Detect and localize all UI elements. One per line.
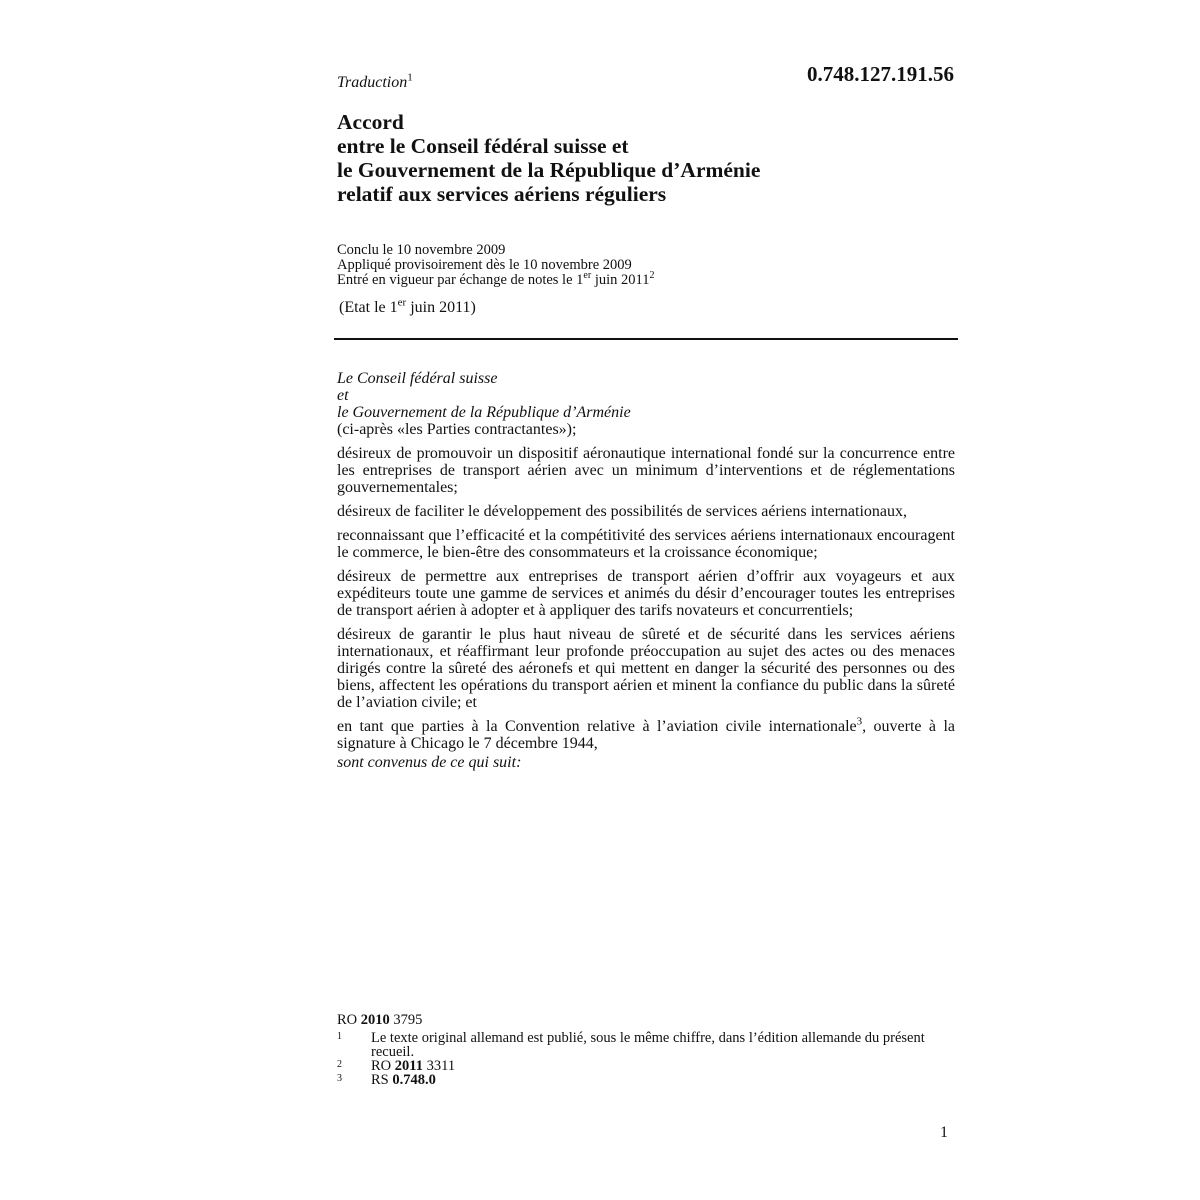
- parties-intro: [337, 370, 955, 438]
- footnotes: [337, 1031, 947, 1087]
- footnote-text: RO 2011 3311: [371, 1058, 456, 1074]
- title-line-1: Accord: [337, 110, 404, 134]
- footnote-ref-2[interactable]: 2: [649, 270, 655, 282]
- footnote-ref-3[interactable]: 3: [856, 715, 863, 728]
- preamble-paragraph-3: reconnaissant que l’efficacité et la compétitivité des services aériens internationaux encouragent le commerce, le bien-être des consommateurs et la croissance économique;: [337, 527, 955, 561]
- translation-label: Traduction$^1$: [337, 71, 413, 91]
- page-number: 1: [940, 1124, 948, 1141]
- footnote-number: 3: [337, 1073, 342, 1084]
- document-title: [337, 110, 957, 206]
- header-divider: [334, 338, 958, 340]
- document-dates: [337, 243, 654, 288]
- status-date: (Etat le 1er juin 2011): [339, 296, 476, 316]
- footnote-1: [337, 1031, 947, 1059]
- preamble-paragraph-1: désireux de promouvoir un dispositif aéronautique international fondé sur la concurrence entre les entreprises de transport aérien avec un minimum d’interventions et de réglementations gouvernementales;: [337, 445, 955, 496]
- concluded-date: Conclu le 10 novembre 2009: [337, 242, 506, 258]
- preamble-paragraph-6: en tant que parties à la Convention relative à l’aviation civile internationale$^3$, ouverte à la signature à Chicago le 7 décembre 1944,: [337, 715, 955, 752]
- title-line-4: relatif aux services aériens réguliers: [337, 182, 667, 206]
- footnote-number: 1: [337, 1031, 342, 1042]
- preamble: [337, 370, 955, 771]
- footnote-2: [337, 1059, 947, 1073]
- footnote-number: 2: [337, 1059, 342, 1070]
- footnote-text: Le texte original allemand est publié, sous le même chiffre, dans l’édition allemande du présent recueil.: [371, 1030, 925, 1060]
- title-line-3: le Gouvernement de la République d’Arménie: [337, 158, 761, 182]
- conjunction: et: [337, 387, 349, 404]
- footnote-text: RS 0.748.0: [371, 1072, 436, 1088]
- official-compilation-reference: RO 2010 3795: [337, 1012, 423, 1028]
- preamble-paragraph-5: désireux de garantir le plus haut niveau de sûreté et de sécurité dans les services aériens internationaux, et réaffirmant leur profonde préoccupation au sujet des actes ou des menaces dirigés contre la sûreté des aéronefs et qui mettent en danger la sécurité des personnes ou des biens, affectent les opérations du transport aérien et minent la confiance du public dans la sûreté de l’aviation civile; et: [337, 626, 955, 711]
- provisional-application-date: Appliqué provisoirement dès le 10 novembre 2009: [337, 257, 632, 273]
- footnote-3: [337, 1073, 947, 1087]
- closing-formula: sont convenus de ce qui suit:: [337, 754, 522, 771]
- entry-into-force-date: Entré en vigueur par échange de notes le 1er juin 2011$^2$: [337, 270, 655, 288]
- party-2: le Gouvernement de la République d’Arménie: [337, 404, 631, 421]
- document-number: 0.748.127.191.56: [807, 62, 954, 86]
- preamble-paragraph-4: désireux de permettre aux entreprises de transport aérien d’offrir aux voyageurs et aux expéditeurs toute une gamme de services et animés du désir d’encourager toutes les entreprises de transport aérien à adopter et à appliquer des tarifs novateurs et concurrentiels;: [337, 568, 955, 619]
- party-1: Le Conseil fédéral suisse: [337, 370, 498, 387]
- parties-definition: (ci-après «les Parties contractantes»);: [337, 421, 577, 438]
- footnote-ref-1[interactable]: 1: [407, 71, 413, 84]
- title-line-2: entre le Conseil fédéral suisse et: [337, 134, 629, 158]
- preamble-paragraph-2: désireux de faciliter le développement des possibilités de services aériens internationaux,: [337, 503, 908, 520]
